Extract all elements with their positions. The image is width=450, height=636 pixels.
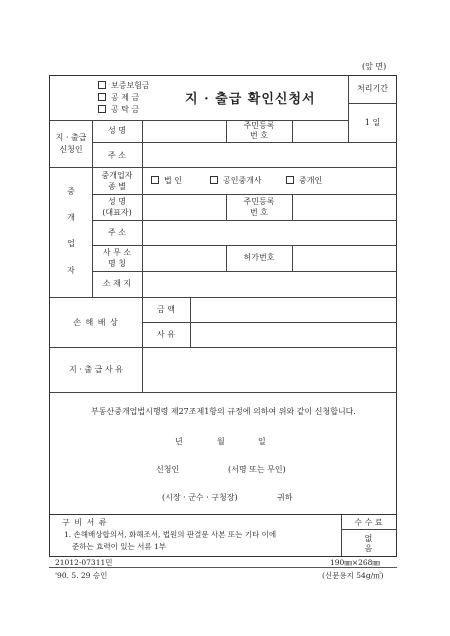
date-day-label: 일 — [258, 437, 266, 446]
date-year-label: 년 — [175, 437, 183, 446]
broker-type-label-2: 종 별 — [108, 182, 126, 191]
checkbox-licensed-agent[interactable]: 공인중개사 — [210, 176, 262, 186]
broker-office-label-2: 명 칭 — [108, 259, 126, 268]
broker-rep-label-2: (대표자) — [102, 208, 132, 217]
broker-office-field[interactable] — [143, 246, 225, 270]
broker-rrn-field[interactable] — [293, 195, 396, 219]
signature-label: 신청인 — [156, 465, 180, 474]
damages-reason-label: 사 유 — [157, 330, 175, 339]
damages-section-label: 손 해 배 상 — [73, 318, 119, 327]
broker-location-label: 소 재 지 — [102, 279, 132, 288]
damages-reason-field[interactable] — [191, 323, 396, 346]
broker-address-field[interactable] — [143, 221, 396, 244]
broker-location-field[interactable] — [143, 272, 396, 296]
checkbox-icon[interactable] — [151, 176, 159, 184]
applicant-name-field[interactable] — [143, 121, 225, 141]
applicant-rrn-field[interactable] — [293, 121, 396, 141]
applicant-name-label: 성 명 — [108, 126, 126, 135]
documents-item-line-1: 1. 손해배상합의서, 화해조서, 법원의 판결문 사본 또는 기타 이에 — [64, 530, 277, 539]
damages-amount-label: 금 액 — [157, 305, 175, 314]
broker-address-label: 주 소 — [108, 228, 126, 237]
documents-fee-table — [49, 514, 397, 557]
checkbox-icon[interactable] — [98, 81, 106, 89]
recipient-suffix: 귀하 — [277, 493, 293, 502]
footer-size: 190㎜×268㎜ — [330, 558, 380, 567]
footer-form-number: 21012-07311민 — [55, 558, 113, 567]
processing-value: 1 일 — [364, 118, 381, 127]
broker-rep-label: 성 명 — [108, 197, 126, 206]
checkbox-guarantee[interactable]: 보증보험금 — [98, 81, 150, 91]
broker-office-label: 사 무 소 — [102, 248, 132, 257]
application-form — [49, 75, 397, 515]
checkbox-icon[interactable] — [210, 176, 218, 184]
page-side-label: (앞 면) — [362, 62, 387, 71]
footer-paper: (신문용지 54g/㎡) — [322, 571, 384, 580]
applicant-rrn-label: 주민등록 — [243, 121, 275, 130]
applicant-section-label: 지 · 출급 — [55, 133, 87, 142]
documents-header: 구 비 서 류 — [62, 518, 108, 527]
footer-approval: '90. 5. 29 승인 — [55, 571, 108, 580]
fee-value-2: 음 — [364, 544, 373, 553]
broker-section-label-4: 자 — [67, 266, 75, 275]
applicant-section-label-2: 신청인 — [59, 145, 83, 154]
fee-value: 없 — [364, 534, 373, 543]
checkbox-corporation[interactable]: 법 인 — [151, 176, 182, 186]
disbursement-reason-field[interactable] — [143, 348, 396, 391]
broker-license-label: 허가번호 — [243, 253, 275, 262]
fee-header: 수 수 료 — [354, 518, 383, 527]
statement-text: 부동산중개업법시행령 제27조제1항의 규정에 의하여 위와 같이 신청합니다. — [91, 407, 356, 416]
applicant-rrn-label-2: 번 호 — [250, 131, 268, 140]
recipient-authority: (시장 · 군수 · 구청장) — [162, 493, 238, 502]
broker-rrn-label-2: 번 호 — [250, 208, 268, 217]
processing-label: 처리기간 — [357, 84, 388, 93]
broker-section-label-2: 개 — [67, 213, 75, 222]
broker-rep-field[interactable] — [143, 195, 225, 219]
disbursement-reason-label: 지 · 출 급 사 유 — [69, 365, 123, 374]
broker-section-label-1: 중 — [67, 187, 75, 196]
processing-line — [348, 103, 397, 104]
applicant-address-label: 주 소 — [108, 151, 126, 160]
checkbox-icon[interactable] — [98, 93, 106, 101]
applicant-address-field[interactable] — [143, 143, 396, 166]
form-title: 지 · 출급 확인신청서 — [185, 92, 316, 107]
damages-amount-field[interactable] — [191, 298, 396, 321]
documents-item-line-2: 준하는 효력이 있는 서류 1부 — [72, 542, 167, 551]
checkbox-mutual-aid[interactable]: 공 제 금 — [98, 93, 139, 103]
checkbox-broker[interactable]: 중개인 — [286, 176, 322, 186]
broker-rrn-label: 주민등록 — [243, 197, 275, 206]
signature-hint: (서명 또는 무인) — [228, 465, 286, 474]
broker-license-field[interactable] — [293, 246, 396, 270]
broker-section-label-3: 업 — [67, 239, 75, 248]
checkbox-icon[interactable] — [286, 176, 294, 184]
checkbox-icon[interactable] — [98, 105, 106, 113]
broker-type-label: 중개업자 — [101, 171, 133, 180]
checkbox-deposit[interactable]: 공 탁 금 — [98, 105, 139, 115]
date-month-label: 월 — [217, 437, 225, 446]
